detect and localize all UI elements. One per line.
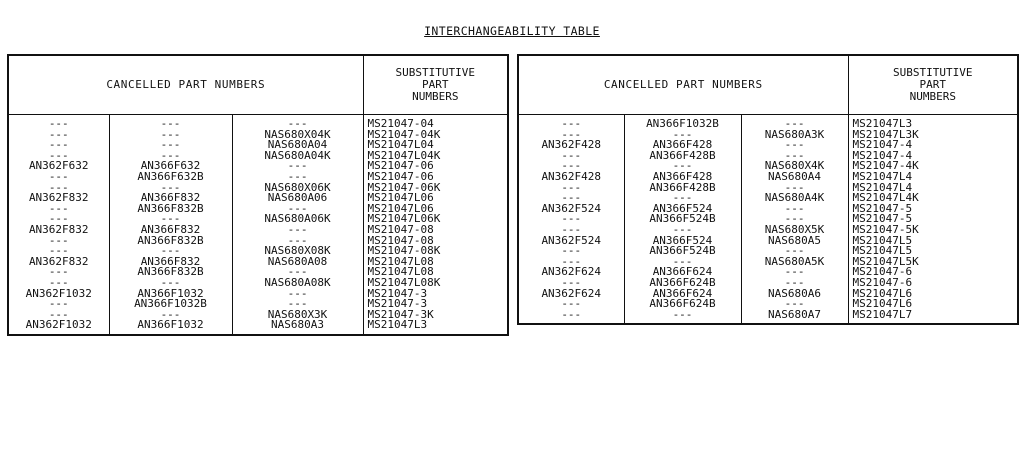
cancelled-part-number-cell: AN362F832: [8, 225, 109, 236]
cancelled-part-number-cell: ---: [109, 140, 232, 151]
cancelled-part-number-cell: AN362F1032: [8, 289, 109, 300]
cancelled-part-number-cell: AN362F624: [518, 289, 624, 300]
cancelled-part-number-cell: ---: [8, 204, 109, 215]
table-row: [518, 115, 1018, 130]
cancelled-part-number-cell: AN366F428: [624, 140, 741, 151]
cancelled-part-number-cell: NAS680A5: [741, 236, 848, 247]
cancelled-part-number-cell: AN362F428: [518, 140, 624, 151]
table-row: [518, 278, 1018, 289]
table-row: [518, 172, 1018, 183]
substitutive-part-number-cell: MS21047L08: [363, 267, 508, 278]
cancelled-part-number-cell: ---: [232, 161, 363, 172]
cancelled-part-number-cell: AN366F624: [624, 267, 741, 278]
cancelled-part-number-cell: NAS680A4K: [741, 193, 848, 204]
table-row: [518, 246, 1018, 257]
header-row: [8, 55, 508, 115]
header-line: NUMBERS: [412, 90, 459, 103]
substitutive-part-number-cell: MS21047L6: [848, 289, 1018, 300]
cancelled-part-number-cell: NAS680A5K: [741, 257, 848, 268]
substitutive-part-numbers-header: [363, 55, 508, 115]
table-row: [8, 236, 508, 247]
substitutive-part-number-cell: MS21047L3: [363, 320, 508, 335]
header-line: SUBSTITUTIVE: [395, 66, 476, 79]
header-line: PART: [919, 78, 947, 91]
substitutive-part-number-cell: MS21047L3: [848, 115, 1018, 130]
cancelled-part-number-cell: ---: [741, 151, 848, 162]
cancelled-part-number-cell: AN362F428: [518, 172, 624, 183]
table-row: [8, 172, 508, 183]
cancelled-part-number-cell: ---: [8, 246, 109, 257]
cancelled-part-number-cell: ---: [624, 161, 741, 172]
cancelled-part-number-cell: AN366F524: [624, 204, 741, 215]
interchangeability-table-left: [7, 54, 509, 336]
cancelled-part-number-cell: ---: [741, 115, 848, 130]
cancelled-part-number-cell: ---: [109, 130, 232, 141]
substitutive-part-number-cell: MS21047L06: [363, 204, 508, 215]
cancelled-part-number-cell: AN366F428B: [624, 151, 741, 162]
substitutive-part-number-cell: MS21047-3: [363, 299, 508, 310]
substitutive-part-number-cell: MS21047-5K: [848, 225, 1018, 236]
table-row: [8, 214, 508, 225]
table-body: [8, 115, 508, 335]
cancelled-part-number-cell: ---: [518, 246, 624, 257]
cancelled-part-number-cell: NAS680A04K: [232, 151, 363, 162]
cancelled-part-number-cell: ---: [518, 310, 624, 325]
cancelled-part-number-cell: ---: [232, 299, 363, 310]
cancelled-part-number-cell: ---: [741, 267, 848, 278]
cancelled-part-number-cell: ---: [518, 257, 624, 268]
table-row: [8, 130, 508, 141]
cancelled-part-number-cell: ---: [741, 183, 848, 194]
cancelled-part-number-cell: ---: [8, 214, 109, 225]
table-row: [8, 161, 508, 172]
cancelled-part-number-cell: NAS680X4K: [741, 161, 848, 172]
cancelled-part-number-cell: ---: [232, 172, 363, 183]
substitutive-part-number-cell: MS21047L08: [363, 257, 508, 268]
cancelled-part-number-cell: ---: [8, 310, 109, 321]
substitutive-part-number-cell: MS21047-4: [848, 151, 1018, 162]
cancelled-part-number-cell: AN366F524B: [624, 214, 741, 225]
cancelled-part-number-cell: ---: [624, 193, 741, 204]
table-row: [8, 278, 508, 289]
substitutive-part-number-cell: MS21047L6: [848, 299, 1018, 310]
table-row: [518, 267, 1018, 278]
cancelled-part-number-cell: NAS680A7: [741, 310, 848, 325]
cancelled-part-number-cell: ---: [109, 183, 232, 194]
cancelled-part-number-cell: ---: [8, 172, 109, 183]
header-line: NUMBERS: [909, 90, 956, 103]
substitutive-part-number-cell: MS21047-06: [363, 161, 508, 172]
substitutive-part-number-cell: MS21047L3K: [848, 130, 1018, 141]
cancelled-part-number-cell: AN366F832B: [109, 236, 232, 247]
cancelled-part-number-cell: ---: [109, 115, 232, 130]
substitutive-part-number-cell: MS21047-04: [363, 115, 508, 130]
header-line: PART: [422, 78, 449, 91]
cancelled-part-number-cell: ---: [518, 130, 624, 141]
cancelled-part-number-cell: AN366F1032: [109, 320, 232, 335]
cancelled-part-number-cell: AN366F524: [624, 236, 741, 247]
table-row: [518, 299, 1018, 310]
table-row: [518, 130, 1018, 141]
cancelled-part-number-cell: NAS680A08K: [232, 278, 363, 289]
cancelled-part-number-cell: AN366F832: [109, 257, 232, 268]
cancelled-part-number-cell: ---: [232, 115, 363, 130]
substitutive-part-number-cell: MS21047L4: [848, 183, 1018, 194]
cancelled-part-number-cell: ---: [109, 214, 232, 225]
table-row: [8, 310, 508, 321]
cancelled-part-number-cell: AN366F428: [624, 172, 741, 183]
table-row: [518, 310, 1018, 325]
cancelled-part-number-cell: ---: [741, 278, 848, 289]
substitutive-part-number-cell: MS21047L06K: [363, 214, 508, 225]
cancelled-part-number-cell: ---: [109, 310, 232, 321]
cancelled-part-number-cell: ---: [624, 310, 741, 325]
table-row: [518, 225, 1018, 236]
cancelled-part-numbers-header: CANCELLED PART NUMBERS: [518, 55, 848, 115]
cancelled-part-number-cell: ---: [518, 278, 624, 289]
table-row: [518, 204, 1018, 215]
cancelled-part-number-cell: NAS680A04: [232, 140, 363, 151]
cancelled-part-number-cell: NAS680A06: [232, 193, 363, 204]
cancelled-part-number-cell: ---: [741, 204, 848, 215]
substitutive-part-number-cell: MS21047L04: [363, 140, 508, 151]
cancelled-part-number-cell: AN366F1032B: [109, 299, 232, 310]
table-row: [8, 257, 508, 268]
table-row: [8, 299, 508, 310]
cancelled-part-number-cell: ---: [518, 299, 624, 310]
substitutive-part-number-cell: MS21047-04K: [363, 130, 508, 141]
cancelled-part-number-cell: ---: [8, 151, 109, 162]
substitutive-part-number-cell: MS21047-06: [363, 172, 508, 183]
cancelled-part-number-cell: NAS680A3K: [741, 130, 848, 141]
substitutive-part-number-cell: MS21047-5: [848, 204, 1018, 215]
substitutive-part-number-cell: MS21047-4K: [848, 161, 1018, 172]
cancelled-part-number-cell: NAS680A4: [741, 172, 848, 183]
table-row: [518, 236, 1018, 247]
cancelled-part-number-cell: AN362F524: [518, 236, 624, 247]
cancelled-part-number-cell: NAS680X08K: [232, 246, 363, 257]
cancelled-part-number-cell: ---: [109, 246, 232, 257]
cancelled-part-number-cell: AN362F524: [518, 204, 624, 215]
table-row: [518, 257, 1018, 268]
cancelled-part-number-cell: NAS680X5K: [741, 225, 848, 236]
header-line: SUBSTITUTIVE: [893, 66, 973, 79]
cancelled-part-number-cell: AN366F632: [109, 161, 232, 172]
cancelled-part-number-cell: ---: [8, 140, 109, 151]
substitutive-part-number-cell: MS21047L4: [848, 172, 1018, 183]
substitutive-part-number-cell: MS21047L08K: [363, 278, 508, 289]
cancelled-part-number-cell: ---: [232, 225, 363, 236]
cancelled-part-number-cell: AN366F624B: [624, 278, 741, 289]
cancelled-part-number-cell: ---: [518, 183, 624, 194]
cancelled-part-number-cell: NAS680A06K: [232, 214, 363, 225]
substitutive-part-number-cell: MS21047-5: [848, 214, 1018, 225]
cancelled-part-number-cell: AN366F832B: [109, 267, 232, 278]
cancelled-part-number-cell: ---: [741, 299, 848, 310]
cancelled-part-number-cell: ---: [8, 278, 109, 289]
substitutive-part-numbers-header: [848, 55, 1018, 115]
cancelled-part-number-cell: AN362F832: [8, 257, 109, 268]
table-row: [518, 183, 1018, 194]
cancelled-part-number-cell: AN366F624B: [624, 299, 741, 310]
table-row: [8, 193, 508, 204]
cancelled-part-number-cell: AN366F524B: [624, 246, 741, 257]
substitutive-part-number-cell: MS21047-08: [363, 236, 508, 247]
cancelled-part-number-cell: AN362F832: [8, 193, 109, 204]
cancelled-part-number-cell: NAS680A3: [232, 320, 363, 335]
substitutive-part-number-cell: MS21047-6: [848, 278, 1018, 289]
cancelled-part-number-cell: AN366F832: [109, 193, 232, 204]
table-row: [518, 140, 1018, 151]
cancelled-part-number-cell: AN366F1032B: [624, 115, 741, 130]
table-row: [8, 151, 508, 162]
cancelled-part-number-cell: AN362F1032: [8, 320, 109, 335]
table-row: [518, 161, 1018, 172]
table-row: [8, 246, 508, 257]
cancelled-part-number-cell: ---: [8, 267, 109, 278]
cancelled-part-number-cell: ---: [624, 257, 741, 268]
cancelled-part-number-cell: AN366F428B: [624, 183, 741, 194]
cancelled-part-number-cell: ---: [8, 183, 109, 194]
table-row: [8, 289, 508, 300]
cancelled-part-number-cell: ---: [624, 225, 741, 236]
cancelled-part-number-cell: ---: [624, 130, 741, 141]
interchangeability-table-right: [517, 54, 1019, 325]
table-row: [518, 193, 1018, 204]
table-row: [8, 267, 508, 278]
cancelled-part-number-cell: AN366F832: [109, 225, 232, 236]
cancelled-part-number-cell: ---: [518, 225, 624, 236]
table-row: [518, 151, 1018, 162]
cancelled-part-number-cell: ---: [518, 193, 624, 204]
cancelled-part-number-cell: AN362F624: [518, 267, 624, 278]
cancelled-part-number-cell: NAS680A08: [232, 257, 363, 268]
cancelled-part-number-cell: NAS680X3K: [232, 310, 363, 321]
cancelled-part-numbers-header: CANCELLED PART NUMBERS: [8, 55, 363, 115]
substitutive-part-number-cell: MS21047L4K: [848, 193, 1018, 204]
substitutive-part-number-cell: MS21047-6: [848, 267, 1018, 278]
cancelled-part-number-cell: AN366F624: [624, 289, 741, 300]
cancelled-part-number-cell: ---: [8, 115, 109, 130]
table-row: [8, 115, 508, 130]
substitutive-part-number-cell: MS21047-08: [363, 225, 508, 236]
cancelled-part-number-cell: ---: [741, 214, 848, 225]
cancelled-part-number-cell: ---: [8, 299, 109, 310]
cancelled-part-number-cell: ---: [518, 214, 624, 225]
cancelled-part-number-cell: ---: [8, 130, 109, 141]
cancelled-part-number-cell: NAS680X04K: [232, 130, 363, 141]
cancelled-part-number-cell: NAS680X06K: [232, 183, 363, 194]
cancelled-part-number-cell: ---: [232, 204, 363, 215]
cancelled-part-number-cell: ---: [741, 246, 848, 257]
page-title: INTERCHANGEABILITY TABLE: [424, 24, 600, 38]
cancelled-part-number-cell: ---: [8, 236, 109, 247]
substitutive-part-number-cell: MS21047-08K: [363, 246, 508, 257]
cancelled-part-number-cell: AN366F1032: [109, 289, 232, 300]
cancelled-part-number-cell: ---: [518, 151, 624, 162]
substitutive-part-number-cell: MS21047-3: [363, 289, 508, 300]
cancelled-part-number-cell: ---: [232, 236, 363, 247]
table-row: [8, 140, 508, 151]
substitutive-part-number-cell: MS21047L04K: [363, 151, 508, 162]
substitutive-part-number-cell: MS21047L06: [363, 193, 508, 204]
substitutive-part-number-cell: MS21047-4: [848, 140, 1018, 151]
substitutive-part-number-cell: MS21047L7: [848, 310, 1018, 325]
cancelled-part-number-cell: ---: [232, 289, 363, 300]
table-row: [8, 183, 508, 194]
cancelled-part-number-cell: AN366F632B: [109, 172, 232, 183]
cancelled-part-number-cell: ---: [518, 115, 624, 130]
table-row: [8, 225, 508, 236]
substitutive-part-number-cell: MS21047-06K: [363, 183, 508, 194]
substitutive-part-number-cell: MS21047L5: [848, 236, 1018, 247]
substitutive-part-number-cell: MS21047L5: [848, 246, 1018, 257]
cancelled-part-number-cell: AN362F632: [8, 161, 109, 172]
cancelled-part-number-cell: ---: [109, 278, 232, 289]
table-row: [8, 204, 508, 215]
substitutive-part-number-cell: MS21047-3K: [363, 310, 508, 321]
table-row: [8, 320, 508, 335]
cancelled-part-number-cell: ---: [109, 151, 232, 162]
table-body: [518, 115, 1018, 325]
cancelled-part-number-cell: ---: [518, 161, 624, 172]
cancelled-part-number-cell: NAS680A6: [741, 289, 848, 300]
substitutive-part-number-cell: MS21047L5K: [848, 257, 1018, 268]
header-row: [518, 55, 1018, 115]
cancelled-part-number-cell: ---: [741, 140, 848, 151]
cancelled-part-number-cell: ---: [232, 267, 363, 278]
table-row: [518, 289, 1018, 300]
table-row: [518, 214, 1018, 225]
cancelled-part-number-cell: AN366F832B: [109, 204, 232, 215]
